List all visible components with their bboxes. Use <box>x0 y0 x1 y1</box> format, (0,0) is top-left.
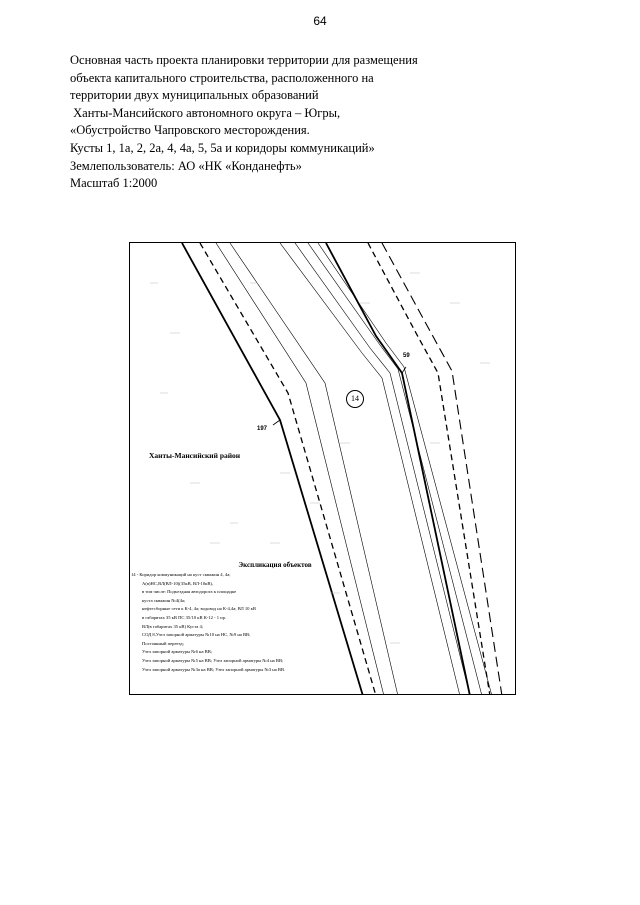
object-marker-14: 14 <box>346 390 364 408</box>
legend-line: Узел запорной арматуры №3а на ВВ; Узел запорной арматуры №3 на ВВ. <box>142 666 286 672</box>
legend-line: в габаритах 35 кВ ПС 35/10 кВ К-12 - 1 пр. <box>142 614 227 620</box>
legend-line: в том числе: Подъездная автодорога к площадке <box>142 589 237 595</box>
header-line: Ханты-Мансийского автономного округа – Югры, <box>70 105 341 120</box>
header-line: Землепользователь: АО «НК «Конданефть» <box>70 158 302 173</box>
district-label: Ханты-Мансийский район <box>149 451 241 460</box>
header-line: объекта капитального строительства, расположенного на <box>70 70 374 85</box>
legend-line: СОД 8,Узел запорной арматуры №10 на НС, №9 на ВВ; <box>142 632 251 638</box>
page-number: 64 <box>313 14 327 28</box>
point-label-59: 59 <box>403 353 410 359</box>
legend-line: нефтесборные сети к К-4, 4а; водовод на К-4,4а; ВЛ 10 кВ <box>142 606 256 612</box>
header-line: «Обустройство Чапровского месторождения. <box>70 123 310 138</box>
legend-line: Узел запорной арматуры №5 на ВВ; Узел запорной арматуры №4 на ВВ; <box>142 657 284 663</box>
header-line: территории двух муниципальных образований <box>70 88 319 103</box>
document-header <box>70 52 590 193</box>
header-line: Кусты 1, 1а, 2, 2а, 4, 4а, 5, 5а и коридоры коммуникаций» <box>70 140 375 155</box>
legend-line: ВЛ(в габаритах 35 кВ) Куста 4; <box>142 623 204 629</box>
planning-map <box>129 242 516 695</box>
legend-line: 14 - Коридор коммуникаций на куст скважин 4, 4а; <box>131 572 231 577</box>
dashed-line-right-1 <box>368 243 490 695</box>
header-line: Основная часть проекта планировки территории для размещения <box>70 53 418 67</box>
legend-line: Постоянный переезд; <box>142 640 184 646</box>
point-tick-left <box>273 420 280 425</box>
legend-line: куста скважин №4(4а; <box>142 597 186 603</box>
header-line: Масштаб 1:2000 <box>70 176 158 191</box>
legend-line: А(в)НС,ВЛ(ВЛ-10)(35кВ, ВЛ-10кВ), <box>142 580 214 586</box>
dashed-line-right-2 <box>382 243 502 695</box>
legend <box>131 561 361 674</box>
point-label-197: 197 <box>257 426 268 432</box>
legend-line: Узел запорной арматуры №6 на ВВ; <box>142 649 213 655</box>
legend-title: Экспликация объектов <box>238 561 312 569</box>
